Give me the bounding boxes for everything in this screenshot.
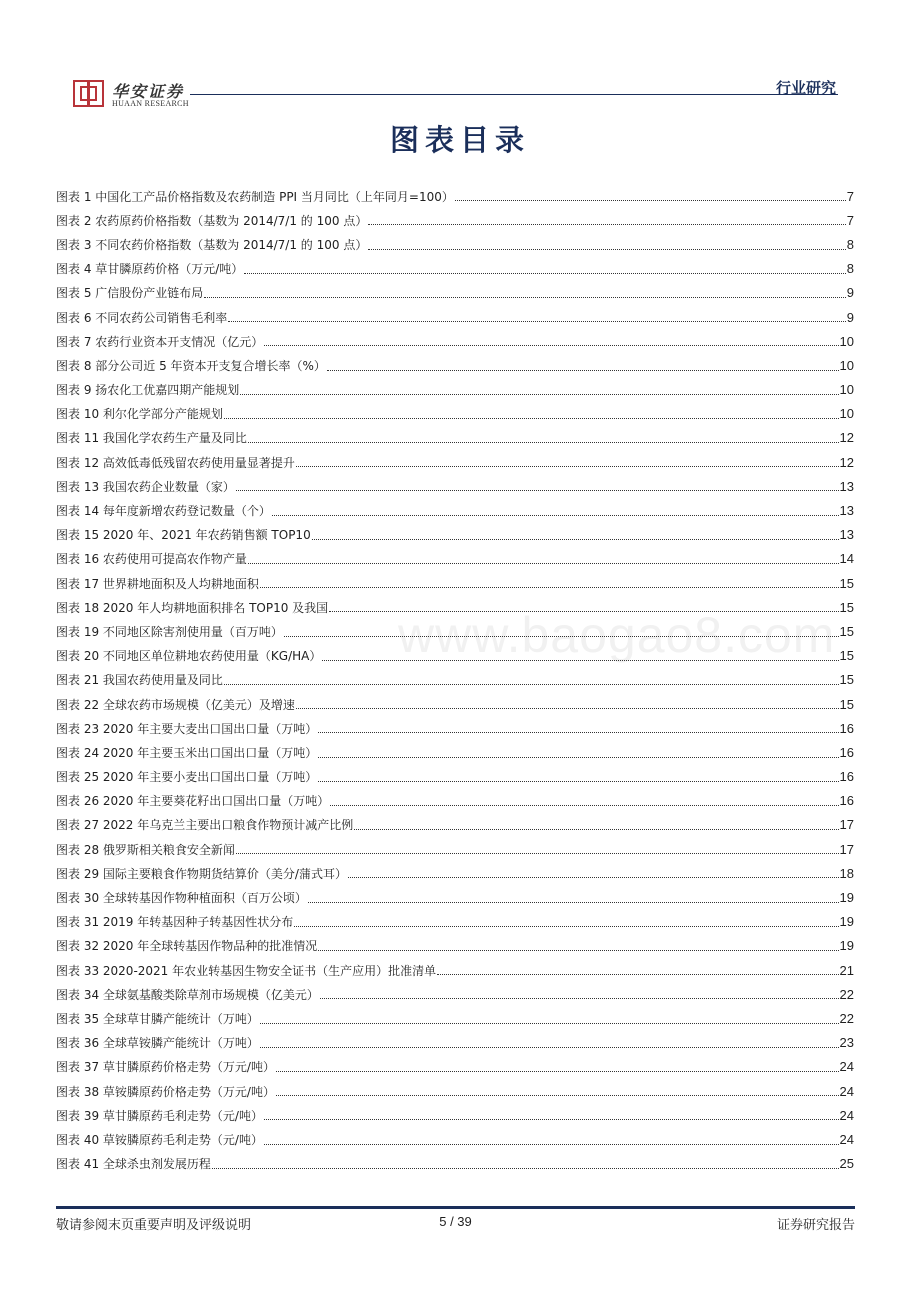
footer-report-type: 证券研究报告 xyxy=(776,1217,855,1232)
toc-leader-dots xyxy=(272,515,839,516)
toc-leader-dots xyxy=(284,636,839,637)
toc-entry-label: 图表 18 2020 年人均耕地面积排名 TOP10 及我国 xyxy=(56,600,329,615)
toc-entry-label: 图表 11 我国化学农药生产量及同比 xyxy=(56,431,247,446)
toc-entry-page: 24 xyxy=(839,1131,854,1147)
toc-entry-label: 图表 30 全球转基因作物种植面积（百万公顷） xyxy=(56,891,307,906)
toc-entry-page: 8 xyxy=(846,236,854,252)
toc-entry-label: 图表 14 每年度新增农药登记数量（个） xyxy=(56,504,271,519)
toc-leader-dots xyxy=(318,732,838,733)
toc-entry-page: 19 xyxy=(839,890,854,906)
toc-leader-dots xyxy=(330,805,838,806)
huaan-logo-icon xyxy=(73,80,104,107)
toc-entry-page: 24 xyxy=(839,1059,854,1075)
toc-entry-page: 12 xyxy=(839,454,854,470)
toc-entry-page: 16 xyxy=(839,720,854,736)
toc-entry-page: 13 xyxy=(839,527,854,543)
toc-entry[interactable] xyxy=(56,474,854,498)
table-of-figures xyxy=(56,184,854,1176)
toc-entry-label: 图表 5 广信股份产业链布局 xyxy=(56,286,204,301)
toc-leader-dots xyxy=(204,297,846,298)
toc-entry-page: 15 xyxy=(839,696,854,712)
toc-leader-dots xyxy=(264,1119,839,1120)
toc-entry[interactable] xyxy=(56,329,854,353)
brand-subtitle: HUAAN RESEARCH xyxy=(112,99,189,108)
toc-leader-dots xyxy=(228,321,846,322)
toc-leader-dots xyxy=(260,587,839,588)
toc-leader-dots xyxy=(248,442,839,443)
toc-entry-page: 19 xyxy=(839,938,854,954)
toc-entry[interactable] xyxy=(56,837,854,861)
toc-entry-page: 23 xyxy=(839,1035,854,1051)
toc-entry[interactable] xyxy=(56,184,854,208)
toc-entry-label: 图表 17 世界耕地面积及人均耕地面积 xyxy=(56,576,259,591)
toc-leader-dots xyxy=(329,611,838,612)
toc-entry-label: 图表 27 2022 年乌克兰主要出口粮食作物预计减产比例 xyxy=(56,818,354,833)
toc-entry-label: 图表 7 农药行业资本开支情况（亿元） xyxy=(56,334,264,349)
toc-entry-label: 图表 16 农药使用可提高农作物产量 xyxy=(56,552,247,567)
toc-entry-page: 9 xyxy=(846,285,854,301)
toc-entry[interactable] xyxy=(56,1103,854,1127)
toc-leader-dots xyxy=(308,902,839,903)
toc-entry[interactable] xyxy=(56,281,854,305)
toc-entry[interactable] xyxy=(56,1152,854,1176)
toc-entry-page: 24 xyxy=(839,1083,854,1099)
toc-entry-page: 18 xyxy=(839,865,854,881)
toc-entry[interactable] xyxy=(56,402,854,426)
brand-name: 华安证券 xyxy=(112,82,185,101)
toc-leader-dots xyxy=(455,200,846,201)
toc-leader-dots xyxy=(276,1095,839,1096)
toc-entry-page: 17 xyxy=(839,841,854,857)
toc-leader-dots xyxy=(327,370,839,371)
toc-entry-page: 13 xyxy=(839,503,854,519)
toc-entry-label: 图表 28 俄罗斯相关粮食安全新闻 xyxy=(56,842,235,857)
toc-entry[interactable] xyxy=(56,619,854,643)
toc-entry[interactable] xyxy=(56,1006,854,1030)
toc-entry[interactable] xyxy=(56,1127,854,1151)
toc-entry-page: 16 xyxy=(839,769,854,785)
toc-entry-label: 图表 32 2020 年全球转基因作物品种的批准情况 xyxy=(56,939,318,954)
toc-leader-dots xyxy=(318,781,838,782)
toc-entry-label: 图表 35 全球草甘膦产能统计（万吨） xyxy=(56,1011,259,1026)
toc-entry-page: 13 xyxy=(839,478,854,494)
toc-entry-page: 12 xyxy=(839,430,854,446)
toc-entry-page: 22 xyxy=(839,1010,854,1026)
toc-entry-page: 25 xyxy=(839,1156,854,1172)
toc-entry-page: 7 xyxy=(846,188,854,204)
toc-entry-page: 15 xyxy=(839,599,854,615)
toc-leader-dots xyxy=(312,539,839,540)
toc-entry-label: 图表 31 2019 年转基因种子转基因性状分布 xyxy=(56,915,294,930)
toc-leader-dots xyxy=(264,1144,839,1145)
toc-entry-label: 图表 12 高效低毒低残留农药使用量显著提升 xyxy=(56,455,295,470)
toc-leader-dots xyxy=(248,563,839,564)
toc-leader-dots xyxy=(264,345,838,346)
toc-entry-page: 24 xyxy=(839,1107,854,1123)
toc-leader-dots xyxy=(276,1071,839,1072)
toc-entry-label: 图表 38 草铵膦原药价格走势（万元/吨） xyxy=(56,1084,275,1099)
toc-entry[interactable] xyxy=(56,885,854,909)
footer-disclaimer: 敬请参阅末页重要声明及评级说明 xyxy=(56,1217,252,1232)
toc-leader-dots xyxy=(236,490,839,491)
toc-entry[interactable] xyxy=(56,789,854,813)
toc-leader-dots xyxy=(244,273,845,274)
toc-entry[interactable] xyxy=(56,692,854,716)
toc-entry-label: 图表 41 全球杀虫剂发展历程 xyxy=(56,1157,211,1172)
toc-leader-dots xyxy=(318,757,838,758)
toc-leader-dots xyxy=(322,660,838,661)
toc-entry-page: 15 xyxy=(839,648,854,664)
toc-entry[interactable] xyxy=(56,547,854,571)
toc-entry[interactable] xyxy=(56,1031,854,1055)
toc-entry[interactable] xyxy=(56,716,854,740)
toc-entry-page: 15 xyxy=(839,575,854,591)
toc-entry-label: 图表 9 扬农化工优嘉四期产能规划 xyxy=(56,383,240,398)
toc-entry-label: 图表 8 部分公司近 5 年资本开支复合增长率（%） xyxy=(56,358,326,373)
toc-entry[interactable] xyxy=(56,765,854,789)
toc-entry[interactable] xyxy=(56,232,854,256)
toc-entry-label: 图表 15 2020 年、2021 年农药销售额 TOP10 xyxy=(56,528,311,543)
toc-entry-label: 图表 3 不同农药价格指数（基数为 2014/7/1 的 100 点） xyxy=(56,237,368,252)
page-header xyxy=(0,0,920,120)
toc-entry[interactable] xyxy=(56,910,854,934)
toc-entry-page: 7 xyxy=(846,212,854,228)
toc-entry[interactable] xyxy=(56,498,854,522)
toc-entry[interactable] xyxy=(56,861,854,885)
toc-entry-label: 图表 6 不同农药公司销售毛利率 xyxy=(56,310,228,325)
toc-entry-page: 8 xyxy=(846,261,854,277)
toc-entry[interactable] xyxy=(56,571,854,595)
toc-entry-label: 图表 37 草甘膦原药价格走势（万元/吨） xyxy=(56,1060,275,1075)
toc-leader-dots xyxy=(437,974,838,975)
watermark: www.baogao8.com xyxy=(398,607,836,663)
report-category: 行业研究 xyxy=(775,80,836,97)
toc-entry-label: 图表 1 中国化工产品价格指数及农药制造 PPI 当月同比（上年同月=100） xyxy=(56,189,454,204)
toc-leader-dots xyxy=(224,418,839,419)
toc-entry[interactable] xyxy=(56,353,854,377)
toc-leader-dots xyxy=(318,950,838,951)
toc-entry[interactable] xyxy=(56,813,854,837)
footer-divider xyxy=(56,1206,855,1209)
toc-entry-page: 19 xyxy=(839,914,854,930)
toc-leader-dots xyxy=(354,829,838,830)
toc-entry-label: 图表 23 2020 年主要大麦出口国出口量（万吨） xyxy=(56,721,318,736)
toc-entry-label: 图表 36 全球草铵膦产能统计（万吨） xyxy=(56,1036,259,1051)
toc-leader-dots xyxy=(296,466,839,467)
toc-leader-dots xyxy=(368,249,845,250)
toc-entry-label: 图表 22 全球农药市场规模（亿美元）及增速 xyxy=(56,697,295,712)
toc-entry[interactable] xyxy=(56,208,854,232)
toc-entry-label: 图表 2 农药原药价格指数（基数为 2014/7/1 的 100 点） xyxy=(56,213,368,228)
toc-entry-label: 图表 33 2020-2021 年农业转基因生物安全证书（生产应用）批准清单 xyxy=(56,963,437,978)
toc-entry-label: 图表 29 国际主要粮食作物期货结算价（美分/蒲式耳） xyxy=(56,866,347,881)
toc-entry[interactable] xyxy=(56,958,854,982)
toc-entry-label: 图表 4 草甘膦原药价格（万元/吨） xyxy=(56,262,244,277)
toc-entry-label: 图表 25 2020 年主要小麦出口国出口量（万吨） xyxy=(56,770,318,785)
toc-entry[interactable] xyxy=(56,740,854,764)
toc-leader-dots xyxy=(236,853,839,854)
toc-leader-dots xyxy=(260,1047,839,1048)
toc-leader-dots xyxy=(240,394,838,395)
toc-entry-label: 图表 34 全球氨基酸类除草剂市场规模（亿美元） xyxy=(56,987,319,1002)
toc-entry-page: 10 xyxy=(839,382,854,398)
toc-entry[interactable] xyxy=(56,668,854,692)
toc-entry[interactable] xyxy=(56,257,854,281)
toc-entry-label: 图表 19 不同地区除害剂使用量（百万吨） xyxy=(56,624,283,639)
toc-entry-page: 10 xyxy=(839,333,854,349)
toc-entry-label: 图表 21 我国农药使用量及同比 xyxy=(56,673,223,688)
toc-entry-label: 图表 13 我国农药企业数量（家） xyxy=(56,479,235,494)
footer-page-number: 5 / 39 xyxy=(439,1214,472,1229)
toc-entry-label: 图表 20 不同地区单位耕地农药使用量（KG/HA） xyxy=(56,649,322,664)
toc-leader-dots xyxy=(348,877,839,878)
toc-leader-dots xyxy=(320,998,839,999)
toc-entry[interactable] xyxy=(56,644,854,668)
toc-entry[interactable] xyxy=(56,934,854,958)
toc-entry[interactable] xyxy=(56,426,854,450)
toc-leader-dots xyxy=(296,708,839,709)
toc-leader-dots xyxy=(260,1023,839,1024)
toc-entry[interactable] xyxy=(56,523,854,547)
toc-entry-page: 21 xyxy=(839,962,854,978)
toc-entry-page: 9 xyxy=(846,309,854,325)
toc-leader-dots xyxy=(212,1168,839,1169)
toc-entry-label: 图表 10 利尔化学部分产能规划 xyxy=(56,407,223,422)
toc-entry[interactable] xyxy=(56,450,854,474)
toc-entry-page: 17 xyxy=(839,817,854,833)
toc-entry-label: 图表 26 2020 年主要葵花籽出口国出口量（万吨） xyxy=(56,794,330,809)
toc-entry-page: 16 xyxy=(839,793,854,809)
toc-entry-page: 14 xyxy=(839,551,854,567)
toc-entry-page: 15 xyxy=(839,623,854,639)
toc-entry-page: 16 xyxy=(839,744,854,760)
toc-entry-page: 10 xyxy=(839,406,854,422)
toc-entry[interactable] xyxy=(56,982,854,1006)
toc-entry[interactable] xyxy=(56,1079,854,1103)
toc-entry-page: 10 xyxy=(839,357,854,373)
toc-entry-page: 15 xyxy=(839,672,854,688)
toc-entry-label: 图表 24 2020 年主要玉米出口国出口量（万吨） xyxy=(56,745,318,760)
toc-entry-page: 22 xyxy=(839,986,854,1002)
toc-entry-label: 图表 39 草甘膦原药毛利走势（元/吨） xyxy=(56,1108,263,1123)
page-footer xyxy=(56,1214,855,1234)
page-title: 图表目录 xyxy=(389,123,530,157)
toc-entry[interactable] xyxy=(56,378,854,402)
toc-leader-dots xyxy=(368,224,845,225)
header-divider xyxy=(190,94,838,95)
toc-entry[interactable] xyxy=(56,305,854,329)
toc-entry[interactable] xyxy=(56,595,854,619)
toc-leader-dots xyxy=(224,684,839,685)
toc-entry[interactable] xyxy=(56,1055,854,1079)
toc-leader-dots xyxy=(294,926,838,927)
toc-entry-label: 图表 40 草铵膦原药毛利走势（元/吨） xyxy=(56,1132,263,1147)
